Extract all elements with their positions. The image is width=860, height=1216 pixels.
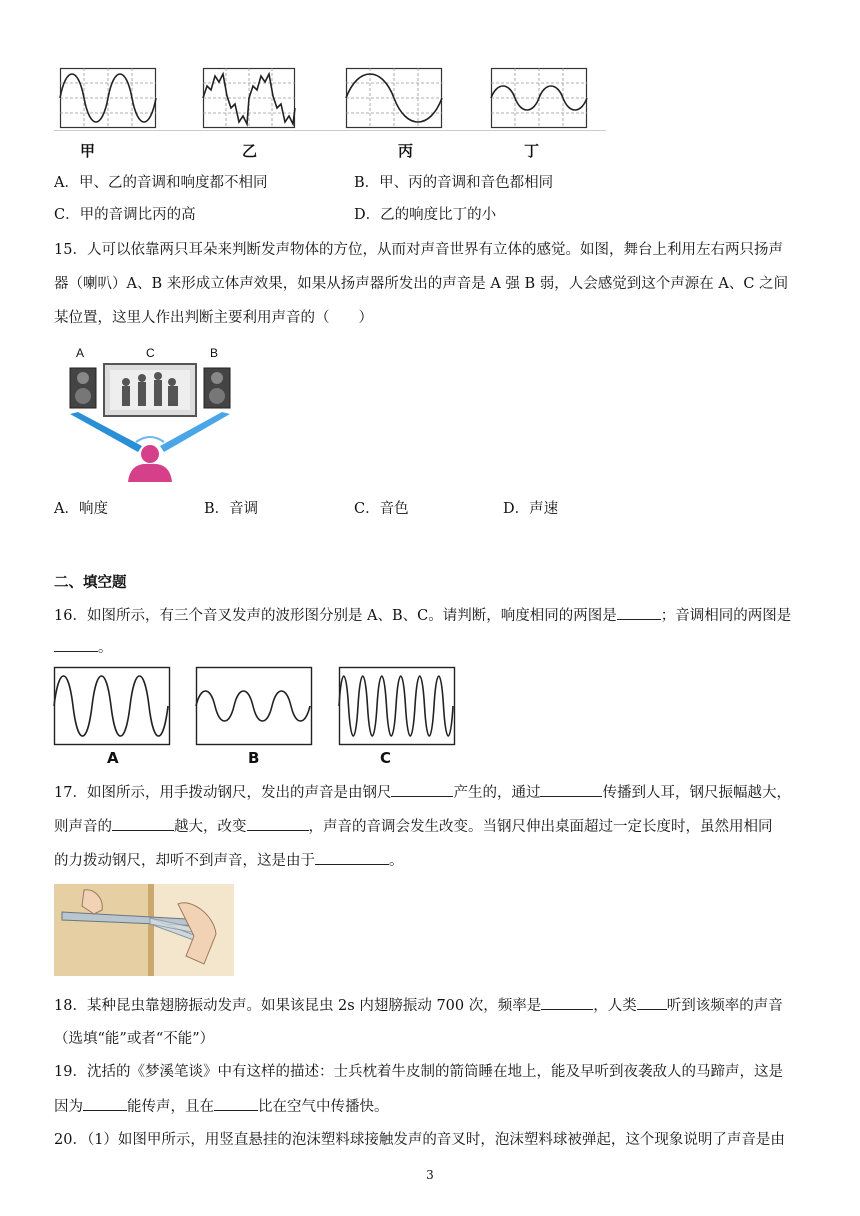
- q17-blank-4[interactable]: [247, 816, 309, 831]
- label-c: C: [380, 749, 392, 767]
- table-edge: [54, 884, 152, 976]
- q15-option-c: C．音色: [354, 501, 409, 517]
- q16-line-2: 。: [54, 637, 816, 658]
- speaker-b-icon: [204, 368, 230, 408]
- section-heading: 二、填空题: [54, 575, 127, 591]
- figure-divider: [54, 130, 606, 131]
- q17-line-3: 的力拨动钢尺，却听不到声音，这是由于 。: [54, 850, 816, 871]
- q17-blank-1[interactable]: [391, 782, 453, 797]
- label-yi: 乙: [242, 142, 258, 160]
- q19-blank-2[interactable]: [214, 1096, 258, 1111]
- q19-line-1: 19．沈括的《梦溪笔谈》中有这样的描述：士兵枕着牛皮制的箭筒睡在地上，能及早听到夜袭敌人的马蹄声，这是: [54, 1064, 783, 1080]
- waveform-ding: [491, 68, 587, 128]
- waveform-a: [54, 667, 170, 745]
- q17-blank-3[interactable]: [112, 816, 174, 831]
- q17-line-2: 则声音的 越大，改变 ，声音的音调会发生改变。当钢尺伸出桌面超过一定长度时，虽然用相同: [54, 816, 816, 837]
- speaker-a-icon: [70, 368, 96, 408]
- stereo-scene: [60, 362, 240, 482]
- label-jia: 甲: [80, 142, 96, 160]
- waveform-bing: [346, 68, 442, 128]
- q17-blank-5[interactable]: [315, 850, 389, 865]
- label-a: A: [107, 749, 119, 767]
- waveform-b: [196, 667, 312, 745]
- q19-line-2: 因为 能传声，且在 比在空气中传播快。: [54, 1096, 816, 1117]
- q17-ruler-figure: [54, 884, 234, 976]
- q17-blank-2[interactable]: [540, 782, 602, 797]
- q15-line-3: 某位置，这里人作出判断主要利用声音的（ ）: [54, 310, 373, 326]
- q18-blank-2[interactable]: [637, 995, 667, 1010]
- q20-line-1: 20．（1）如图甲所示，用竖直悬挂的泡沫塑料球接触发声的音叉时，泡沫塑料球被弹起，这个现象说明了声音是由: [54, 1132, 785, 1148]
- q15-option-d: D．声速: [503, 501, 559, 517]
- q14-option-c: C．甲的音调比丙的高: [54, 207, 196, 223]
- q15-stereo-figure: [60, 344, 240, 484]
- q19-blank-1[interactable]: [83, 1096, 127, 1111]
- q14-option-b: B．甲、丙的音调和音色都相同: [354, 175, 554, 191]
- label-b: B: [248, 749, 260, 767]
- waveform-yi: [203, 68, 295, 128]
- sound-arrow-b: [160, 412, 230, 452]
- q15-line-1: 15．人可以依靠两只耳朵来判断发声物体的方位，从而对声音世界有立体的感觉。如图，舞台上利用左右两只扬声: [54, 242, 783, 258]
- waveform-c: [339, 667, 455, 745]
- label-speaker-a: A: [76, 346, 85, 360]
- q15-option-b: B．音调: [204, 501, 259, 517]
- label-ding: 丁: [524, 142, 540, 160]
- q18-line-1: 18．某种昆虫靠翅膀振动发声。如果该昆虫 2s 内翅膀振动 700 次，频率是 ，人类 听到该频率的声音: [54, 995, 816, 1016]
- label-speaker-b: B: [210, 346, 219, 360]
- q14-option-d: D．乙的响度比丁的小: [354, 207, 497, 223]
- q15-line-2: 器（喇叭）A、B 来形成立体声效果，如果从扬声器所发出的声音是 A 强 B 弱，人会感觉到这个声源在 A、C 之间: [54, 276, 789, 292]
- q15-option-a: A．响度: [54, 501, 108, 517]
- label-stage-c: C: [146, 346, 155, 360]
- waveform-jia: [60, 68, 156, 128]
- stage-band-icon: [104, 364, 196, 416]
- q14-option-a: A．甲、乙的音调和响度都不相同: [54, 175, 268, 191]
- q16-blank-1[interactable]: [617, 605, 661, 620]
- q18-line-2: （选填“能”或者“不能”）: [54, 1031, 215, 1047]
- q16-line-1: 16．如图所示，有三个音叉发声的波形图分别是 A、B、C。请判断，响度相同的两图是 ；音调相同的两图是: [54, 605, 816, 626]
- label-bing: 丙: [398, 142, 414, 160]
- sound-arrow-a: [70, 412, 142, 452]
- q16-blank-2[interactable]: [54, 637, 98, 652]
- page-number: 3: [426, 1168, 434, 1182]
- q17-line-1: 17．如图所示，用手拨动钢尺，发出的声音是由钢尺 产生的，通过 传播到人耳，钢尺振幅越大，: [54, 782, 816, 803]
- q18-blank-1[interactable]: [541, 995, 593, 1010]
